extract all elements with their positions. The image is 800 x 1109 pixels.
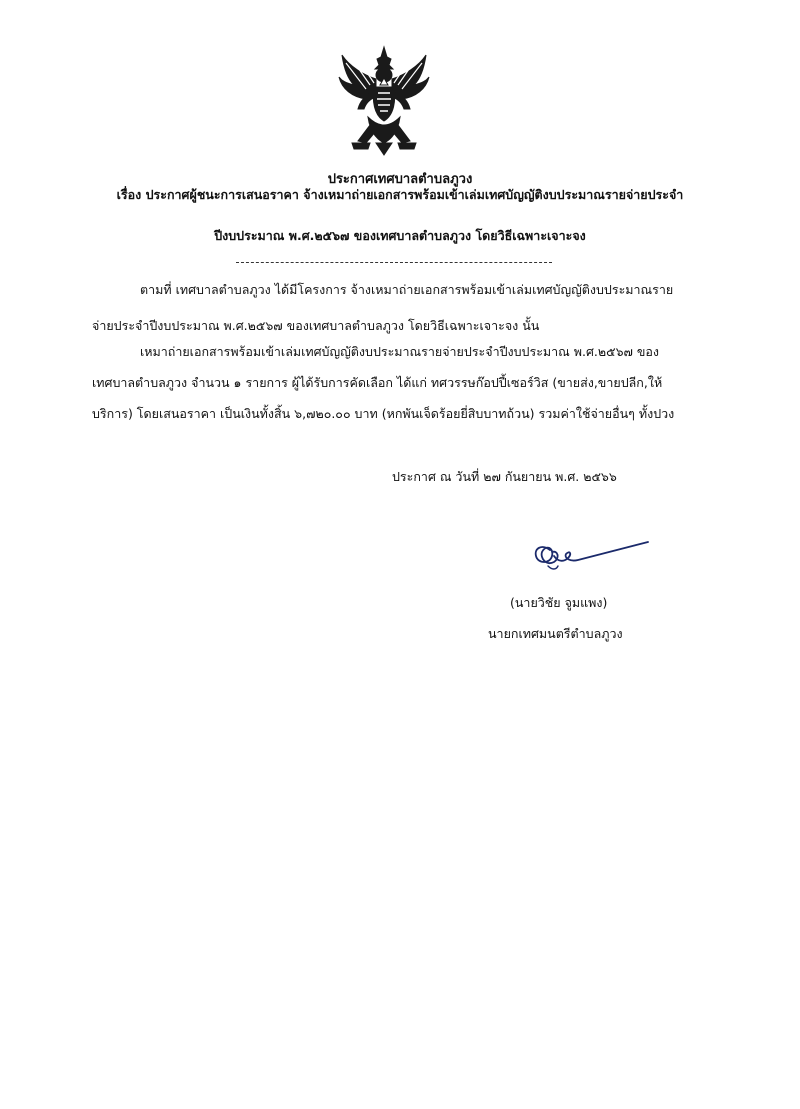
paragraph-2-line-1: เหมาถ่ายเอกสารพร้อมเข้าเล่มเทศบัญญัติงบประมาณรายจ่ายประจำปีงบประมาณ พ.ศ.๒๕๖๗ ของ (140, 344, 660, 359)
handwritten-signature (528, 532, 652, 576)
subject-line-1: เรื่อง ประกาศผู้ชนะการเสนอราคา จ้างเหมาถ่ายเอกสารพร้อมเข้าเล่มเทศบัญญัติงบประมาณรายจ่ายประจำ (116, 187, 684, 202)
announcement-title: ประกาศเทศบาลตำบลภูวง (327, 172, 473, 187)
paragraph-1-line-1: ตามที่ เทศบาลตำบลภูวง ได้มีโครงการ จ้างเหมาถ่ายเอกสารพร้อมเข้าเล่มเทศบัญญัติงบประมาณราย (140, 282, 674, 297)
signer-name: (นายวิชัย จูมแพง) (510, 595, 608, 610)
signer-position: นายกเทศมนตรีตำบลภูวง (488, 626, 623, 641)
paragraph-2-line-2: เทศบาลตำบลภูวง จำนวน ๑ รายการ ผู้ได้รับการคัดเลือก ได้แก่ ทศวรรษก๊อปปี้เซอร์วิส (ขายส่ง,ขายปลีก,ให้ (92, 375, 663, 390)
garuda-emblem-icon (336, 45, 432, 157)
paragraph-1-line-2: จ่ายประจำปีงบประมาณ พ.ศ.๒๕๖๗ ของเทศบาลตำบลภูวง โดยวิธีเฉพาะเจาะจง นั้น (92, 318, 540, 333)
paragraph-2-line-3: บริการ) โดยเสนอราคา เป็นเงินทั้งสิ้น ๖,๗๒๐.๐๐ บาท (หกพันเจ็ดร้อยยี่สิบบาทถ้วน) รวมค่าใช้จ่ายอื่นๆ ทั้งปวง (92, 406, 675, 421)
separator-line (236, 262, 552, 263)
subject-line-2: ปีงบประมาณ พ.ศ.๒๕๖๗ ของเทศบาลตำบลภูวง โดยวิธีเฉพาะเจาะจง (214, 228, 586, 243)
announcement-date: ประกาศ ณ วันที่ ๒๗ กันยายน พ.ศ. ๒๕๖๖ (392, 469, 617, 484)
